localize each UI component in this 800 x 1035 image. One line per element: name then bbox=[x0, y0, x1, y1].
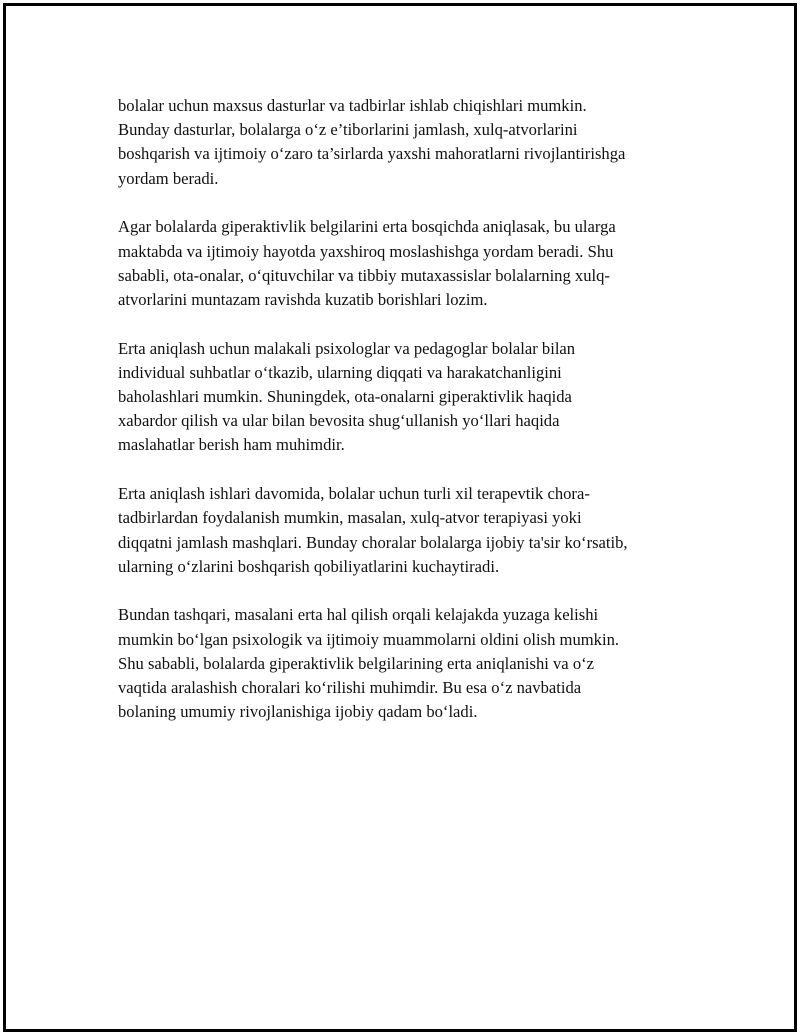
text-line: Bundan tashqari, masalani erta hal qilish orqali kelajakda yuzaga kelishi bbox=[118, 605, 599, 625]
paragraph-4 bbox=[118, 482, 698, 579]
text-line: diqqatni jamlash mashqlari. Bunday choralar bolalarga ijobiy ta'sir ko‘rsatib, bbox=[118, 532, 628, 552]
text-line: xabardor qilish va ular bilan bevosita shug‘ullanish yo‘llari haqida bbox=[118, 411, 560, 431]
paragraph-3 bbox=[118, 337, 698, 458]
text-line: bolaning umumiy rivojlanishiga ijobiy qadam bo‘ladi. bbox=[118, 702, 478, 722]
text-line: bolalar uchun maxsus dasturlar va tadbirlar ishlab chiqishlari mumkin. bbox=[118, 96, 587, 115]
text-line: maktabda va ijtimoiy hayotda yaxshiroq moslashishga yordam beradi. Shu bbox=[118, 241, 614, 261]
text-line: boshqarish va ijtimoiy o‘zaro ta’sirlarda yaxshi mahoratlarni rivojlantirishga bbox=[118, 144, 626, 164]
text-line: individual suhbatlar o‘tkazib, ularning diqqati va harakatchanligini bbox=[118, 362, 562, 382]
text-line: Bunday dasturlar, bolalarga o‘z e’tiborlarini jamlash, xulq-atvorlarini bbox=[118, 120, 578, 140]
document-body bbox=[118, 94, 698, 749]
text-line: Shu sababli, bolalarda giperaktivlik belgilarining erta aniqlanishi va o‘z bbox=[118, 653, 595, 673]
text-line: Agar bolalarda giperaktivlik belgilarini erta bosqichda aniqlasak, bu ularga bbox=[118, 217, 616, 237]
text-line: yordam beradi. bbox=[118, 168, 219, 188]
text-line: Erta aniqlash ishlari davomida, bolalar uchun turli xil terapevtik chora- bbox=[118, 484, 590, 504]
paragraph-1 bbox=[118, 94, 698, 191]
text-line: ularning o‘zlarini boshqarish qobiliyatlarini kuchaytiradi. bbox=[118, 556, 500, 576]
text-line: Erta aniqlash uchun malakali psixologlar va pedagoglar bolalar bilan bbox=[118, 338, 576, 358]
text-line: baholashlari mumkin. Shuningdek, ota-onalarni giperaktivlik haqida bbox=[118, 387, 572, 407]
text-line: vaqtida aralashish choralari ko‘rilishi muhimdir. Bu esa o‘z navbatida bbox=[118, 678, 582, 698]
text-line: maslahatlar berish ham muhimdir. bbox=[118, 435, 345, 455]
text-line: atvorlarini muntazam ravishda kuzatib borishlari lozim. bbox=[118, 289, 488, 309]
text-line: mumkin bo‘lgan psixologik va ijtimoiy muammolarni oldini olish mumkin. bbox=[118, 629, 620, 649]
text-line: sababli, ota-onalar, o‘qituvchilar va tibbiy mutaxassislar bolalarning xulq- bbox=[118, 265, 610, 285]
text-line: tadbirlardan foydalanish mumkin, masalan, xulq-atvor terapiyasi yoki bbox=[118, 508, 582, 528]
paragraph-5 bbox=[118, 603, 698, 724]
paragraph-2 bbox=[118, 215, 698, 312]
